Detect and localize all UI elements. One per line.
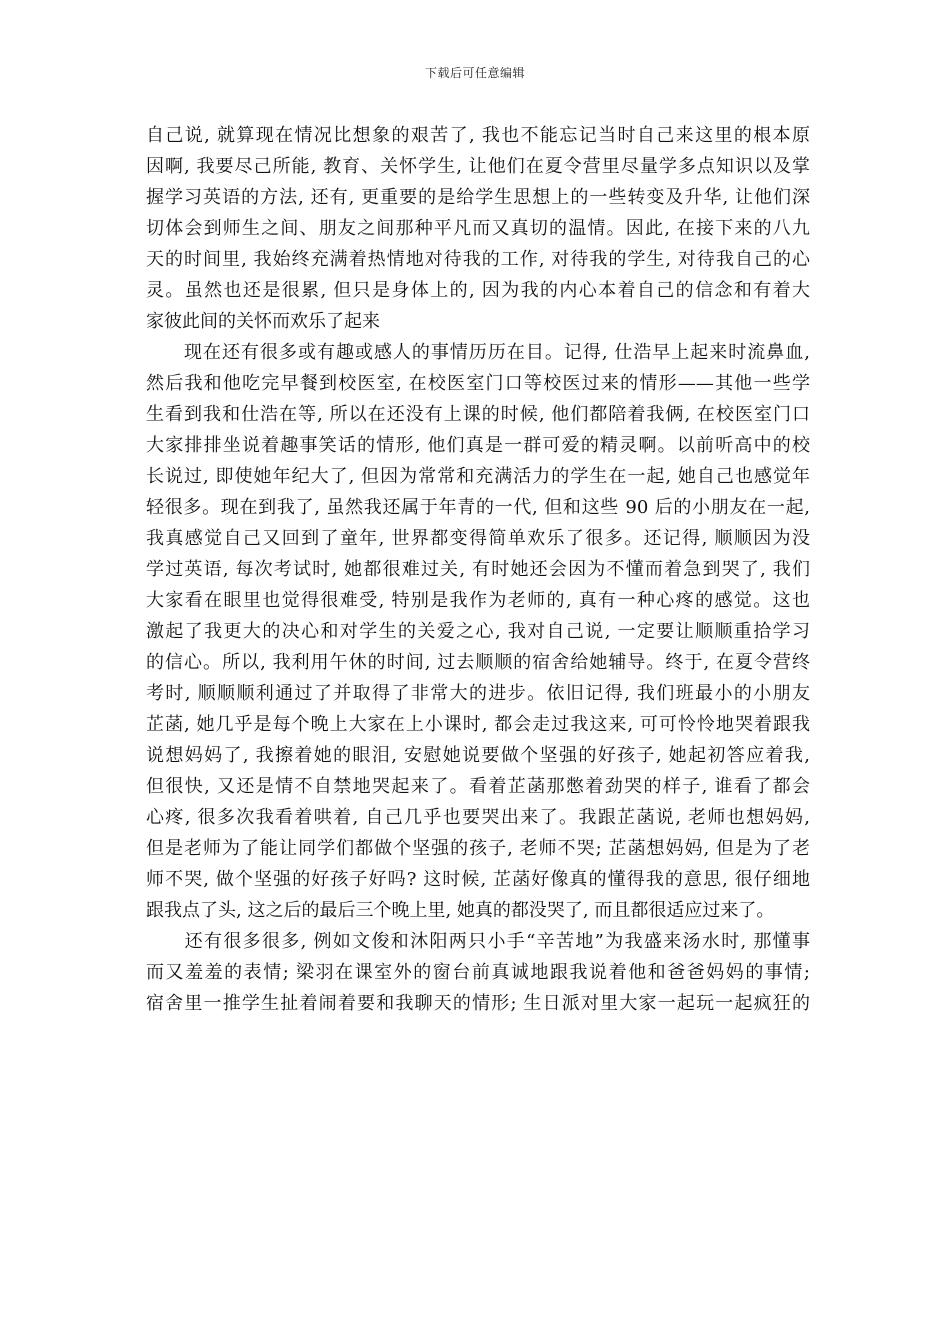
text-line: 自己说, 就算现在情况比想象的艰苦了, 我也不能忘记当时自己来这里的根本原 xyxy=(146,125,810,146)
text-line: 而又羞羞的表情; 梁羽在课室外的窗台前真诚地跟我说着他和爸爸妈妈的事情; xyxy=(146,962,810,983)
paragraph-3 xyxy=(146,926,810,1019)
text-line: 大家看在眼里也觉得很难受, 特别是我作为老师的, 真有一种心疼的感觉。这也 xyxy=(146,590,810,611)
text-line: 然后我和他吃完早餐到校医室, 在校医室门口等校医过来的情形——其他一些学 xyxy=(146,373,810,394)
text-line: 灵。虽然也还是很累, 但只是身体上的, 因为我的内心本着自己的信念和有着大 xyxy=(146,280,810,301)
paragraph-2 xyxy=(146,337,810,926)
page-header: 下载后可任意编辑 xyxy=(424,66,525,80)
text-line: 芷菡, 她几乎是每个晚上大家在上小课时, 都会走过我这来, 可可怜怜地哭着跟我 xyxy=(146,714,810,735)
paragraph-1 xyxy=(146,120,810,337)
text-line: 但是老师为了能让同学们都做个坚强的孩子, 老师不哭; 芷菡想妈妈, 但是为了老 xyxy=(146,838,810,859)
text-line: 切体会到师生之间、朋友之间那种平凡而又真切的温情。因此, 在接下来的八九 xyxy=(146,218,810,239)
text-line: 家彼此间的关怀而欢乐了起来 xyxy=(146,311,380,332)
text-line: 说想妈妈了, 我擦着她的眼泪, 安慰她说要做个坚强的好孩子, 她起初答应着我, xyxy=(146,745,810,766)
text-line: 因啊, 我要尽己所能, 教育、关怀学生, 让他们在夏令营里尽量学多点知识以及掌 xyxy=(146,156,810,177)
text-line: 宿舍里一推学生扯着闹着要和我聊天的情形; 生日派对里大家一起玩一起疯狂的 xyxy=(146,993,810,1014)
text-line: 还有很多很多, 例如文俊和沐阳两只小手“辛苦地”为我盛来汤水时, 那懂事 xyxy=(146,931,810,952)
text-line: 大家排排坐说着趣事笑话的情形, 他们真是一群可爱的精灵啊。以前听高中的校 xyxy=(146,435,810,456)
text-line: 生看到我和仕浩在等, 所以在还没有上课的时候, 他们都陪着我俩, 在校医室门口 xyxy=(146,404,810,425)
text-line: 跟我点了头, 这之后的最后三个晚上里, 她真的都没哭了, 而且都很适应过来了。 xyxy=(146,900,775,921)
text-line: 的信心。所以, 我利用午休的时间, 过去顺顺的宿舍给她辅导。终于, 在夏令营终 xyxy=(146,652,810,673)
text-line: 心疼, 很多次我看着哄着, 自己几乎也要哭出来了。我跟芷菡说, 老师也想妈妈, xyxy=(146,807,810,828)
text-line: 天的时间里, 我始终充满着热情地对待我的工作, 对待我的学生, 对待我自己的心 xyxy=(146,249,810,270)
text-line: 长说过, 即使她年纪大了, 但因为常常和充满活力的学生在一起, 她自己也感觉年 xyxy=(146,466,810,487)
text-line: 师不哭, 做个坚强的好孩子好吗? 这时候, 芷菡好像真的懂得我的意思, 很仔细地 xyxy=(146,869,810,890)
text-line: 考时, 顺顺顺利通过了并取得了非常大的进步。依旧记得, 我们班最小的小朋友 xyxy=(146,683,810,704)
text-line: 我真感觉自己又回到了童年, 世界都变得简单欢乐了很多。还记得, 顺顺因为没 xyxy=(146,528,810,549)
text-line: 学过英语, 每次考试时, 她都很难过关, 有时她还会因为不懂而着急到哭了, 我们 xyxy=(146,559,810,580)
document-body xyxy=(146,120,810,1019)
text-line: 握学习英语的方法, 还有, 更重要的是给学生思想上的一些转变及升华, 让他们深 xyxy=(146,187,810,208)
text-line: 但很快, 又还是情不自禁地哭起来了。看着芷菡那憋着劲哭的样子, 谁看了都会 xyxy=(146,776,810,797)
text-line: 激起了我更大的决心和对学生的关爱之心, 我对自己说, 一定要让顺顺重拾学习 xyxy=(146,621,810,642)
text-line: 现在还有很多或有趣或感人的事情历历在目。记得, 仕浩早上起来时流鼻血, xyxy=(146,342,810,363)
text-line: 轻很多。现在到我了, 虽然我还属于年青的一代, 但和这些 90 后的小朋友在一起, xyxy=(146,497,810,518)
